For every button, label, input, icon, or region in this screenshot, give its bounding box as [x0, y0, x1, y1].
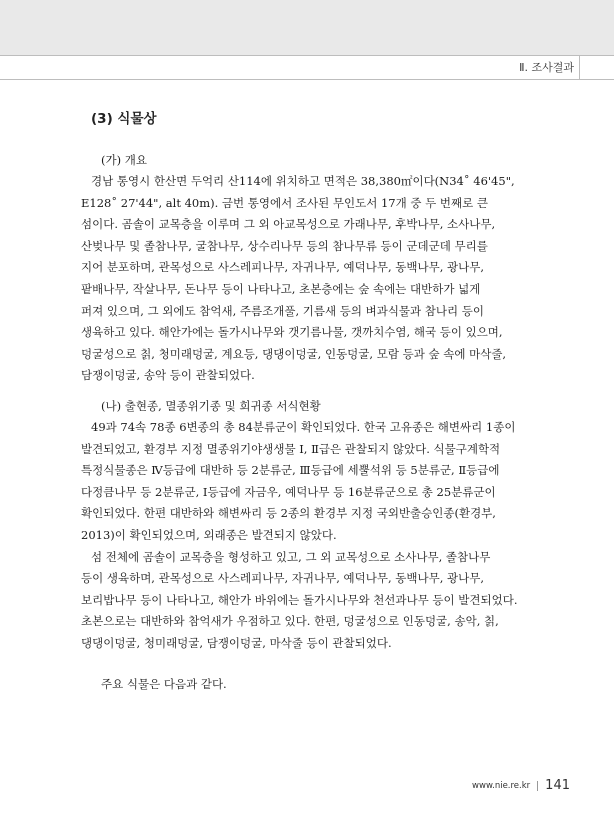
text-line: 경남 통영시 한산면 두억리 산114에 위치하고 면적은 38,380㎡이다(N34˚ 46'45", [91, 174, 515, 188]
text-line: 생육하고 있다. 해안가에는 돌가시나무와 갯기름나물, 갯까치수염, 해국 등이 있으며, [81, 325, 503, 340]
overview-paragraph [81, 171, 539, 387]
text-line: 등이 생육하며, 관목성으로 사스레피나무, 자귀나무, 예덕나무, 동백나무, 광나무, [81, 571, 485, 586]
species-paragraph-2 [81, 547, 539, 655]
text-line: 팥배나무, 작살나무, 돈나무 등이 나타나고, 초본층에는 숲 속에는 대반하가 넓게 [81, 281, 481, 296]
text-line: 산벚나무 및 졸참나무, 굴참나무, 상수리나무 등의 참나무류 등이 군데군데 무리를 [81, 238, 488, 253]
section-header [0, 55, 614, 80]
section-title: (3) 식물상 [91, 111, 157, 127]
text-line: E128˚ 27'44", alt 40m). 금번 통영에서 조사된 무인도서 17개 중 두 번째로 큰 [81, 195, 488, 210]
text-line: 댕댕이덩굴, 청미래덩굴, 담쟁이덩굴, 마삭줄 등이 관찰되었다. [81, 635, 392, 650]
closing-text: 주요 식물은 다음과 같다. [101, 677, 227, 691]
footer-separator [537, 781, 538, 791]
page-footer [472, 778, 570, 793]
text-line: 특정식물종은 Ⅳ등급에 대반하 등 2분류군, Ⅲ등급에 세뿔석위 등 5분류군, Ⅱ등급에 [81, 463, 500, 478]
section-header-label: Ⅱ. 조사결과 [519, 61, 574, 74]
text-line: 덩굴성으로 칡, 청미래덩굴, 계요등, 댕댕이덩굴, 인동덩굴, 모람 등과 숲 속에 마삭줄, [81, 346, 507, 361]
footer-url: www.nie.re.kr [472, 780, 531, 791]
text-line: 확인되었다. 한편 대반하와 해변싸리 등 2종의 환경부 지정 국외반출승인종(환경부, [81, 506, 496, 521]
text-line: 발견되었고, 환경부 지정 멸종위기야생생물 Ⅰ, Ⅱ급은 관찰되지 않았다. 식물구계학적 [81, 441, 501, 456]
text-line: 담쟁이덩굴, 송악 등이 관찰되었다. [81, 368, 255, 383]
text-line: 퍼져 있으며, 그 외에도 참억새, 주름조개풀, 기름새 등의 벼과식물과 참나리 등이 [81, 303, 485, 318]
text-line: 섬 전체에 곰솔이 교목층을 형성하고 있고, 그 외 교목성으로 소사나무, 졸참나무 [91, 549, 491, 564]
text-line: 섬이다. 곰솔이 교목층을 이루며 그 외 아교목성으로 가래나무, 후박나무, 소사나무, [81, 217, 496, 232]
text-line: 다정큼나무 등 2분류군, Ⅰ등급에 자금우, 예덕나무 등 16분류군으로 총 25분류군이 [81, 484, 496, 499]
species-heading: (나) 출현종, 멸종위기종 및 희귀종 서식현황 [101, 399, 321, 413]
page-number: 141 [545, 778, 570, 793]
text-line: 지어 분포하며, 관목성으로 사스레피나무, 자귀나무, 예덕나무, 동백나무, 광나무, [81, 260, 485, 275]
top-band [0, 0, 614, 55]
species-section [81, 396, 539, 655]
closing-section [81, 674, 539, 695]
text-line: 초본으로는 대반하와 참억새가 우점하고 있다. 한편, 덩굴성으로 인동덩굴, 송악, 칡, [81, 614, 499, 629]
overview-heading: (가) 개요 [101, 153, 147, 167]
species-paragraph-1 [81, 417, 539, 547]
text-line: 2013)이 확인되었으며, 외래종은 발견되지 않았다. [81, 527, 337, 542]
overview-section [81, 150, 539, 387]
header-divider [579, 56, 580, 79]
text-line: 보리밥나무 등이 나타나고, 해안가 바위에는 돌가시나무와 천선과나무 등이 발견되었다. [81, 592, 518, 607]
text-line: 49과 74속 78종 6변종의 총 84분류군이 확인되었다. 한국 고유종은 해변싸리 1종이 [91, 420, 516, 434]
